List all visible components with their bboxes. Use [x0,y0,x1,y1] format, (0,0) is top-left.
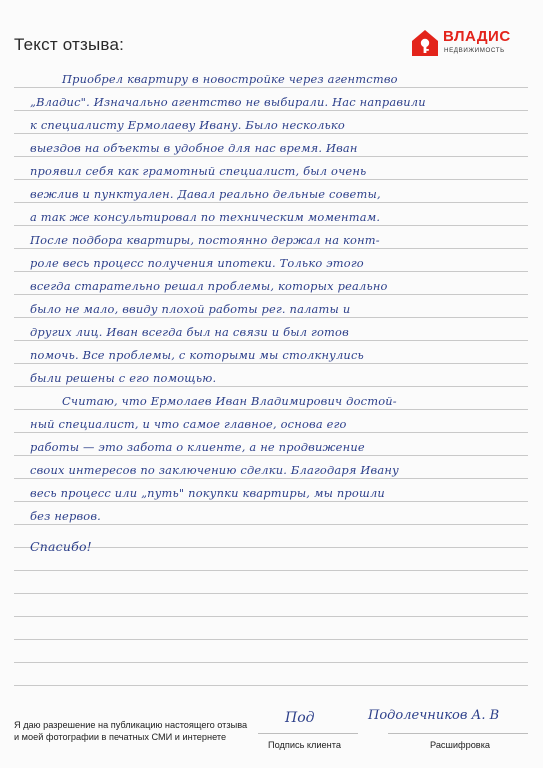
transcript-caption: Расшифровка [430,740,491,750]
ruled-line [14,87,528,88]
ruled-line [14,133,528,134]
signature-transcript: Подолечников А. В [368,708,500,723]
review-line: роле весь процесс получения ипотеки. Только этого [30,256,364,270]
ruled-line [14,340,528,341]
review-line: проявил себя как грамотный специалист, был очень [30,164,367,178]
ruled-line [14,363,528,364]
review-line: были решены с его помощью. [30,371,217,385]
review-line: работы — это забота о клиенте, а не продвижение [30,440,365,454]
ruled-line [14,409,528,410]
ruled-line [14,524,528,525]
review-line: ный специалист, и что самое главное, основа его [30,417,347,431]
ruled-line [14,179,528,180]
page-title: Текст отзыва: [14,35,125,54]
ruled-line [14,455,528,456]
logo-subtitle: НЕДВИЖИМОСТЬ [444,47,505,54]
ruled-line [14,202,528,203]
publication-consent: Я даю разрешение на публикацию настоящего отзыва и моей фотографии в печатных СМИ и интернете [14,720,248,742]
review-line: „Владис". Изначально агентство не выбирали. Нас направили [30,95,426,109]
review-line: без нервов. [30,509,101,523]
ruled-line [14,110,528,111]
review-line: а так же консультировал по техническим моментам. [30,210,381,224]
review-line: всегда старательно решал проблемы, которых реально [30,279,388,293]
ruled-line [14,593,528,594]
ruled-line [14,685,528,686]
review-line: выездов на объекты в удобное для нас время. Иван [30,141,358,155]
review-line: помочь. Все проблемы, с которыми мы столкнулись [30,348,364,362]
ruled-line [14,432,528,433]
ruled-line [14,501,528,502]
ruled-line [14,616,528,617]
review-line: других лиц. Иван всегда был на связи и был готов [30,325,349,339]
review-line: Приобрел квартиру в новостройке через агентство [62,72,398,86]
review-line: После подбора квартиры, постоянно держал на конт- [30,233,380,247]
ruled-line [14,662,528,663]
signature-caption: Подпись клиента [268,740,341,750]
client-signature: Под [285,710,315,726]
signature-line [258,733,358,734]
ruled-line [14,478,528,479]
transcript-line [388,733,528,734]
review-line: вежлив и пунктуален. Давал реально дельные советы, [30,187,381,201]
ruled-line [14,317,528,318]
ruled-line [14,570,528,571]
review-line: было не мало, ввиду плохой работы рег. палаты и [30,302,351,316]
ruled-line [14,271,528,272]
ruled-line [14,386,528,387]
ruled-line [14,156,528,157]
ruled-line [14,248,528,249]
ruled-line [14,225,528,226]
ruled-line [14,639,528,640]
logo-name: ВЛАДИС [443,28,511,45]
review-line: Считаю, что Ермолаев Иван Владимирович достой- [62,394,397,408]
review-line: Спасибо! [30,539,92,554]
review-line: весь процесс или „путь" покупки квартиры, мы прошли [30,486,385,500]
review-line: своих интересов по заключению сделки. Благодаря Ивану [30,463,399,477]
review-line: к специалисту Ермолаеву Ивану. Было несколько [30,118,345,132]
ruled-line [14,294,528,295]
